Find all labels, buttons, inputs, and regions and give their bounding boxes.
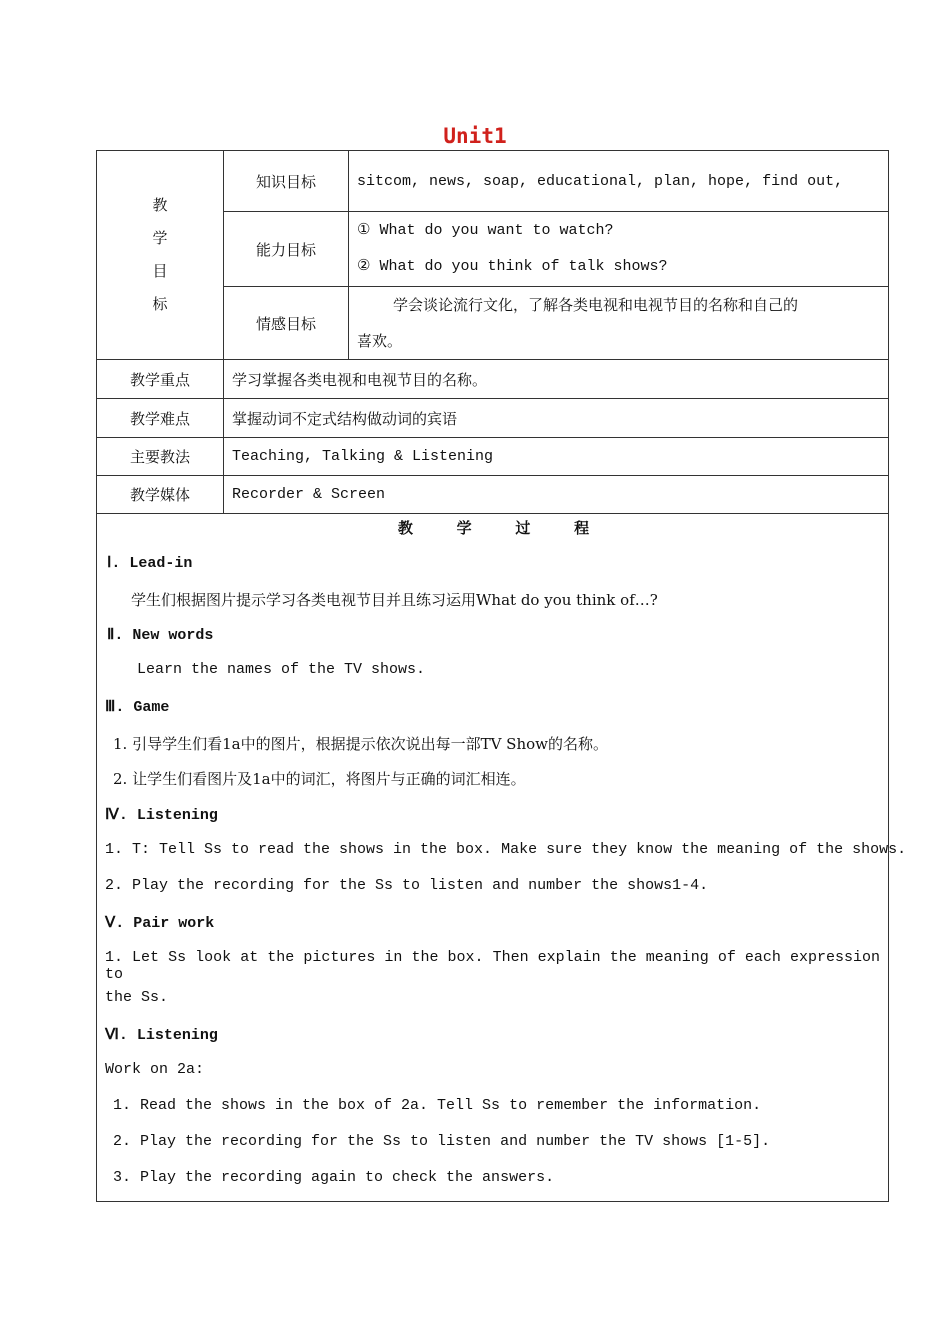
section-text: Work on 2a: — [105, 1061, 205, 1078]
section-text: 2. 让学生们看图片及1a中的词汇，将图片与正确的词汇相连。 — [113, 770, 526, 788]
goals-label-char: 目 — [152, 262, 168, 280]
section-heading: Ⅲ. Game — [105, 699, 170, 716]
teaching-process — [96, 512, 907, 1202]
emotion-goal-label: 情感目标 — [224, 287, 349, 360]
section-text: 2. Play the recording for the Ss to listen and number the TV shows [1-5]. — [113, 1133, 771, 1150]
row-label: 教学难点 — [97, 399, 224, 438]
section-text: 1. Let Ss look at the pictures in the box. Then explain the meaning of each expression to — [105, 949, 880, 983]
ability-goal-label: 能力目标 — [224, 212, 349, 287]
emotion-goal-line: 喜欢。 — [357, 332, 403, 350]
section-text: 1. T: Tell Ss to read the shows in the box. Make sure they know the meaning of the shows. — [105, 841, 907, 858]
page-title: Unit1 — [443, 124, 507, 148]
section-text: the Ss. — [105, 989, 169, 1006]
section-heading: Ⅰ. Lead-in — [107, 555, 193, 572]
ability-goal-line: ② What do you think of talk shows? — [357, 258, 668, 275]
section-text: 1. Read the shows in the box of 2a. Tell Ss to remember the information. — [113, 1097, 762, 1114]
row-label: 教学媒体 — [97, 476, 224, 514]
knowledge-goal-label: 知识目标 — [224, 151, 349, 212]
goals-label-char: 学 — [152, 229, 168, 247]
section-heading: Ⅳ. Listening — [105, 807, 218, 824]
section-text: Learn the names of the TV shows. — [137, 661, 426, 678]
process-title-char: 教 — [397, 519, 413, 537]
lesson-plan-table — [96, 150, 889, 514]
process-title-char: 过 — [515, 519, 531, 537]
process-title-char: 程 — [574, 519, 590, 537]
ability-goal-line: ① What do you want to watch? — [357, 222, 614, 239]
ability-goal-content — [349, 212, 889, 287]
row-label: 教学重点 — [97, 360, 224, 399]
section-heading: Ⅴ. Pair work — [105, 915, 215, 932]
process-title — [97, 517, 890, 538]
row-content: Teaching, Talking & Listening — [224, 438, 889, 476]
emotion-goal-line: 学会谈论流行文化，了解各类电视和电视节目的名称和自己的 — [393, 296, 799, 314]
row-content: 学习掌握各类电视和电视节目的名称。 — [224, 360, 889, 399]
process-title-char: 学 — [456, 519, 472, 537]
section-text: 学生们根据图片提示学习各类电视节目并且练习运用What do you think of…? — [131, 591, 658, 609]
goals-label — [97, 151, 224, 360]
section-heading: Ⅱ. New words — [107, 627, 214, 644]
emotion-goal-content — [349, 287, 889, 360]
section-heading: Ⅵ. Listening — [105, 1027, 218, 1044]
goals-label-char: 标 — [152, 295, 168, 313]
goals-label-char: 教 — [152, 196, 168, 214]
section-text: 2. Play the recording for the Ss to listen and number the shows1-4. — [105, 877, 709, 894]
row-label: 主要教法 — [97, 438, 224, 476]
knowledge-goal-content: sitcom, news, soap, educational, plan, hope, find out, — [349, 151, 889, 212]
section-text: 3. Play the recording again to check the answers. — [113, 1169, 555, 1186]
section-text: 1. 引导学生们看1a中的图片，根据提示依次说出每一部TV Show的名称。 — [113, 735, 608, 753]
row-content: Recorder & Screen — [224, 476, 889, 514]
row-content: 掌握动词不定式结构做动词的宾语 — [224, 399, 889, 438]
